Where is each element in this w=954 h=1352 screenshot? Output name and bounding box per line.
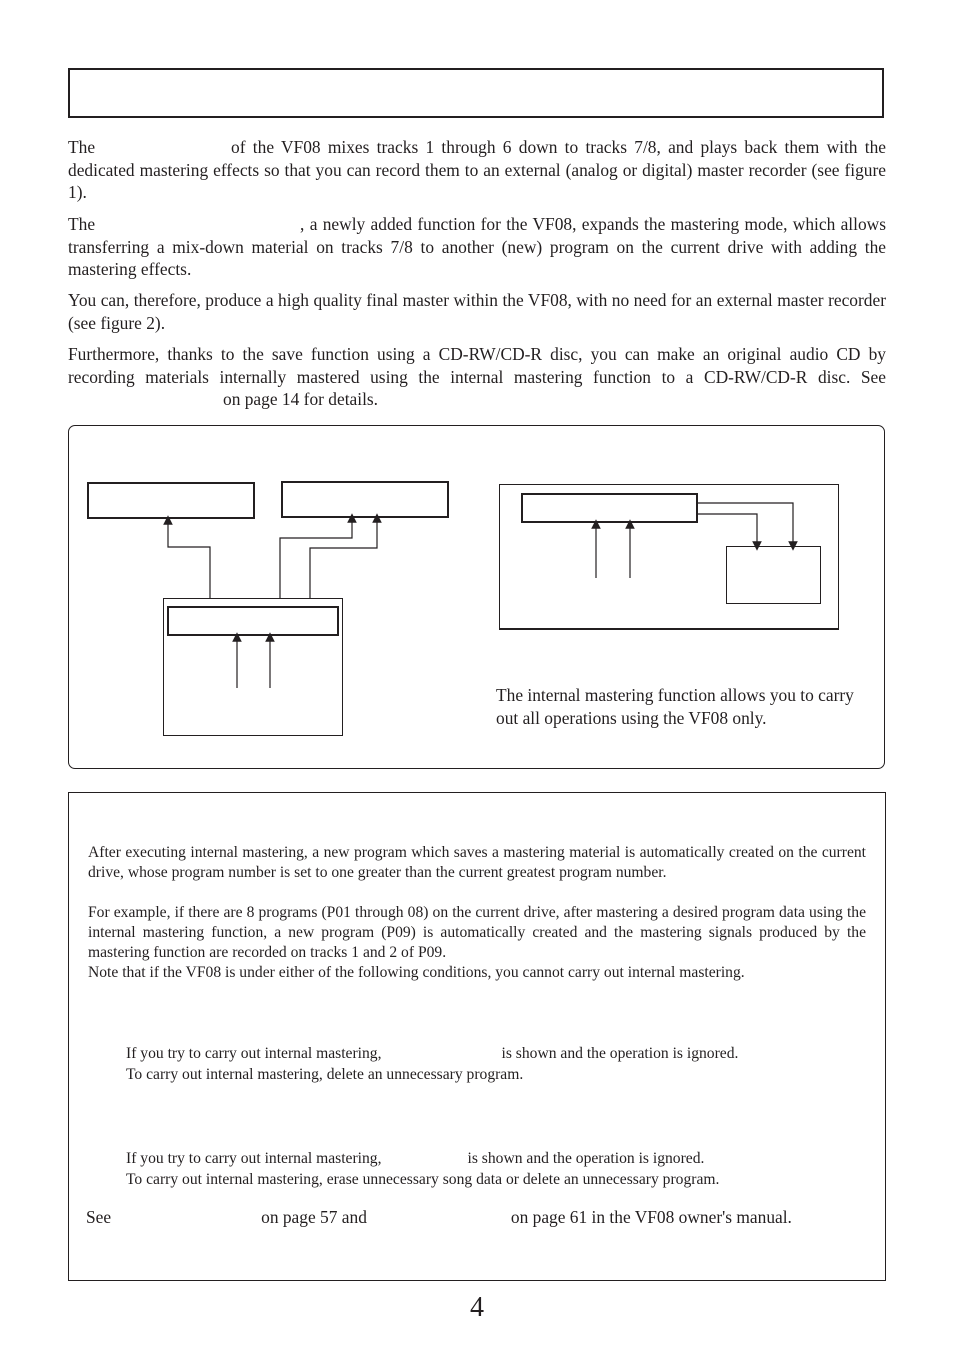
note-paragraph-2: For example, if there are 8 programs (P01 through 08) on the current drive, after mastering a desired program data using the internal mastering function, a new program (P09) is automatically created and the mastering signals produced by the mastering function are recorded on tracks 1 and 2 of P09.: [88, 904, 866, 962]
arrow-fig1-left: [168, 520, 210, 598]
text-cd-save: Furthermore, thanks to the save function using a CD-RW/CD-R disc, you can make an original audio CD by recording materials internally mastered using the internal mastering function to a CD-RW/CD-R disc. See: [68, 344, 886, 387]
note-paragraph-1: After executing internal mastering, a new program which saves a mastering material is automatically created on the current drive, whose program number is set to one greater than the current greatest program number.: [88, 844, 866, 882]
figure-caption: The internal mastering function allows you to carry out all operations using the VF08 only.: [496, 685, 854, 728]
see-reference: [86, 1206, 876, 1228]
see-page-57: on page 57 and: [261, 1207, 367, 1227]
condition-1-remedy: To carry out internal mastering, delete an unnecessary program.: [126, 1065, 524, 1083]
text-internal-mastering-description: , a newly added function for the VF08, expands the mastering mode, which allows transferring a mix-down material on tracks 7/8 to another (new) program on the current drive with adding the mastering effects.: [68, 214, 886, 280]
text-the-2: The: [68, 214, 96, 234]
see-page-61: on page 61 in the VF08 owner's manual.: [510, 1207, 792, 1227]
text-page-ref: on page 14 for details.: [223, 389, 379, 410]
arrow-fig2-out-1: [698, 503, 793, 546]
arrow-fig2-out-2: [698, 514, 757, 546]
condition-2-result: is shown and the operation is ignored.: [467, 1150, 705, 1167]
condition-1-result: is shown and the operation is ignored.: [501, 1045, 739, 1062]
condition-1-lead: If you try to carry out internal mastering,: [126, 1045, 382, 1062]
text-mastering-description: of the VF08 mixes tracks 1 through 6 down to tracks 7/8, and plays back them with the dedicated mastering effects so that you can record them to an external (analog or digital) master recorder (see figure 1).: [68, 137, 886, 203]
condition-2-lead: If you try to carry out internal mastering,: [126, 1150, 382, 1167]
text-the: The: [68, 137, 96, 157]
condition-2-text: [126, 1149, 866, 1191]
final-master-paragraph: You can, therefore, produce a high quality final master within the VF08, with no need for an external master recorder (see figure 2).: [68, 290, 886, 333]
note-paragraph-3: Note that if the VF08 is under either of the following conditions, you cannot carry out internal mastering.: [88, 964, 745, 981]
see-label: See: [86, 1207, 112, 1227]
condition-2-remedy: To carry out internal mastering, erase unnecessary song data or delete an unnecessary program.: [126, 1170, 720, 1188]
arrow-fig1-right: [310, 518, 377, 598]
condition-1-text: [126, 1044, 866, 1086]
arrow-fig1-mid: [280, 518, 352, 598]
page-number: 4: [470, 1292, 484, 1323]
